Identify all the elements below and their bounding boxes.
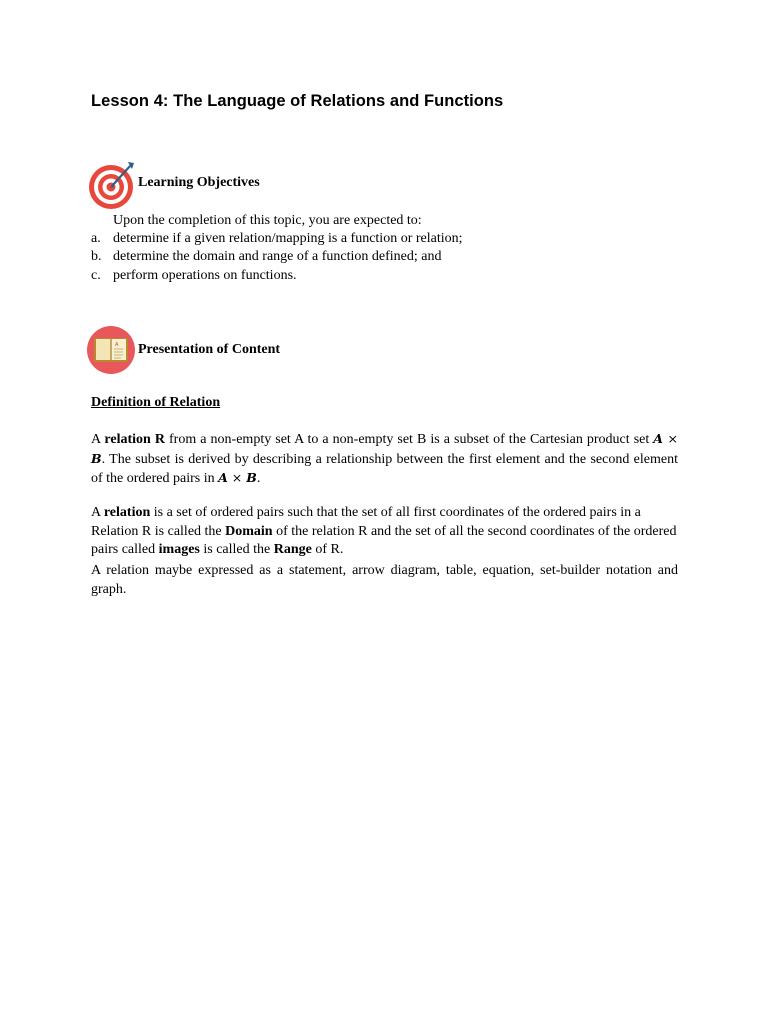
text-run: is called the <box>199 542 274 558</box>
text-run: . The subset is derived by describing a relationship between the first element and the second element of the ordered pairs in <box>91 451 678 487</box>
math-set-b: B <box>246 470 257 486</box>
math-times: × <box>663 431 678 446</box>
objective-item <box>91 249 442 265</box>
term-range: Range <box>273 542 312 558</box>
definition-heading: Definition of Relation <box>91 395 221 410</box>
text-run: A <box>91 432 105 447</box>
svg-text:A: A <box>115 342 119 348</box>
objectives-intro: Upon the completion of this topic, you are expected to: <box>113 213 422 228</box>
text-run: of the relation R and the set of all the second coordinates of the ordered pairs called <box>91 523 677 558</box>
objective-marker: b. <box>91 249 102 264</box>
text-run: is a set of ordered pairs such that the set of all first coordinates of the ordered pairs in a Relation R is called the <box>91 505 641 539</box>
objective-text: determine the domain and range of a function defined; and <box>113 249 442 264</box>
open-book-icon <box>86 325 136 375</box>
target-icon <box>88 160 138 210</box>
objective-item <box>91 231 463 247</box>
definition-paragraph-2 <box>91 504 678 560</box>
math-set-a: A <box>653 431 663 446</box>
math-times: × <box>227 470 247 486</box>
learning-objectives-heading: Learning Objectives <box>138 175 260 190</box>
definition-paragraph-3: A relation maybe expressed as a statement, arrow diagram, table, equation, set-builder notation and graph. <box>91 563 678 597</box>
objective-text: perform operations on functions. <box>113 268 297 283</box>
math-set-a: A <box>218 470 228 486</box>
math-set-b: B <box>91 450 102 466</box>
term-images: images <box>158 542 200 558</box>
text-run: A <box>91 505 104 520</box>
objective-text: determine if a given relation/mapping is a function or relation; <box>113 231 463 246</box>
presentation-heading: Presentation of Content <box>138 342 281 357</box>
page-title: Lesson 4: The Language of Relations and Functions <box>91 92 504 110</box>
text-run: from a non-empty set A to a non-empty set B is a subset of the Cartesian product set <box>164 432 654 447</box>
objective-marker: c. <box>91 268 101 283</box>
text-run: . <box>256 471 261 487</box>
definition-paragraph-1 <box>91 430 678 489</box>
text-run: of R. <box>311 542 344 558</box>
objective-marker: a. <box>91 231 101 246</box>
term-relation: relation <box>103 505 151 520</box>
term-relation-r: relation R <box>104 432 165 447</box>
objective-item <box>91 268 297 284</box>
term-domain: Domain <box>225 523 273 539</box>
